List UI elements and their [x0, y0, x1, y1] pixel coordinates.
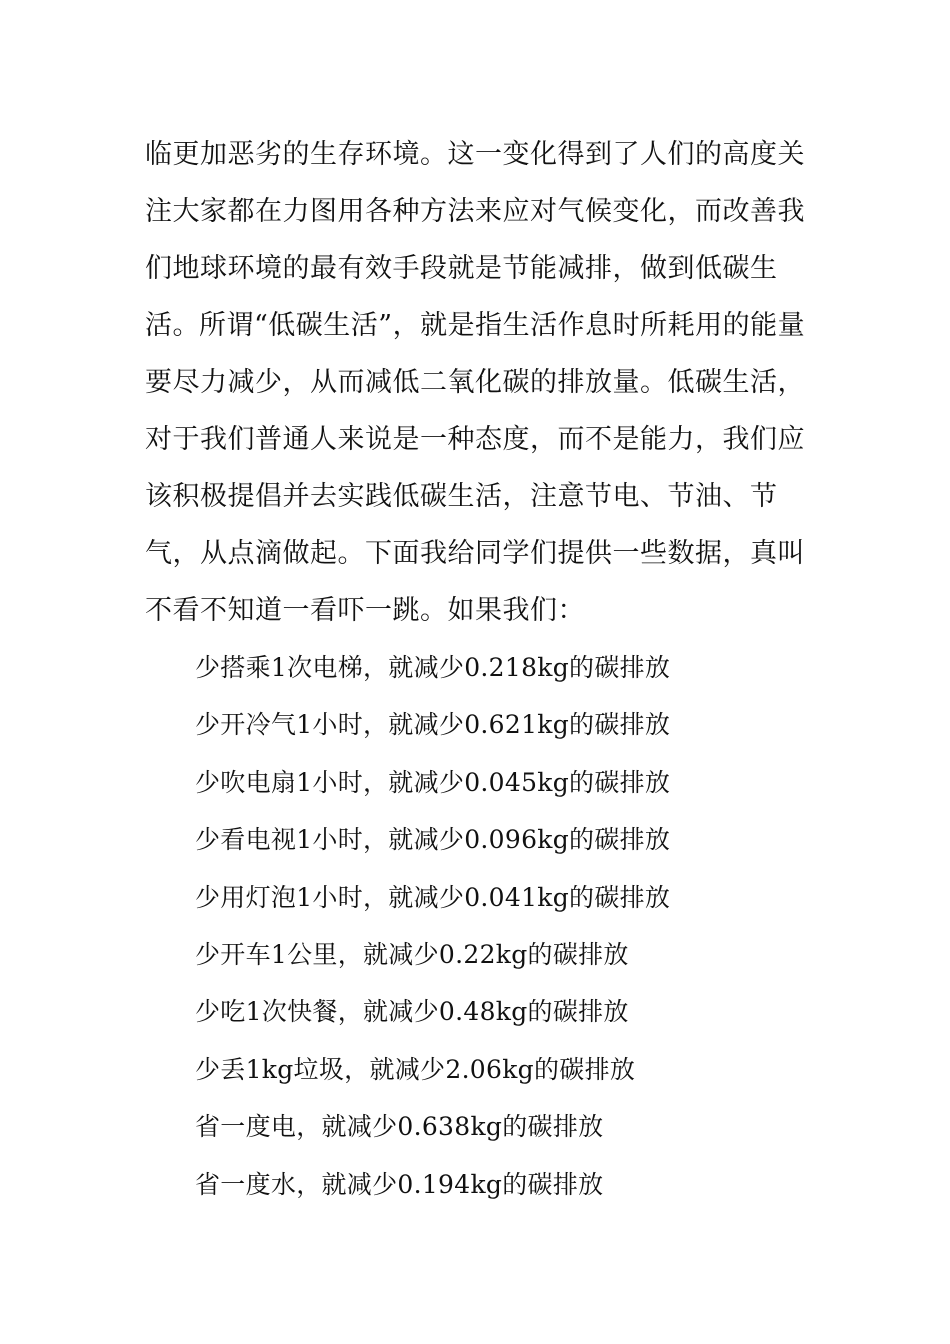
list-item: 少搭乘1次电梯，就减少0.218kg的碳排放 — [195, 653, 671, 682]
emission-list — [195, 639, 670, 1213]
list-item: 少吹电扇1小时，就减少0.045kg的碳排放 — [195, 767, 671, 797]
list-item: 少用灯泡1小时，就减少0.041kg的碳排放 — [195, 882, 671, 912]
paragraph-intro-text: 临更加恶劣的生存环境。这一变化得到了人们的高度关注大家都在力图用各种方法来应对气候变化，而改善我们地球环境的最有效手段就是节能减排，做到低碳生活。 — [145, 139, 805, 341]
list-item: 少开冷气1小时，就减少0.621kg的碳排放 — [195, 710, 671, 740]
list-item: 省一度电，就减少0.638kg的碳排放 — [195, 1112, 604, 1142]
list-item: 省一度水，就减少0.194kg的碳排放 — [195, 1169, 604, 1199]
list-item: 少看电视1小时，就减少0.096kg的碳排放 — [195, 825, 671, 855]
list-item: 少开车1公里，就减少0.22kg的碳排放 — [195, 939, 629, 969]
paragraph-low-carbon — [145, 297, 810, 639]
list-item: 少吃1次快餐，就减少0.48kg的碳排放 — [195, 997, 629, 1027]
paragraph-low-carbon-text: 所谓“低碳生活”，就是指生活作息时所耗用的能量要尽力减少，从而减低二氧化碳的排放量。低碳生活，对于我们普通人来说是一种态度，而不是能力，我们应该积极提倡并去实践低碳生活，注意节电、节油、节气，从点滴做起。下面我给同学们提供一些数据，真叫不看不知道一看吓一跳。如果我们： — [145, 310, 806, 626]
list-item: 少丢1kg垃圾，就减少2.06kg的碳排放 — [195, 1054, 636, 1084]
